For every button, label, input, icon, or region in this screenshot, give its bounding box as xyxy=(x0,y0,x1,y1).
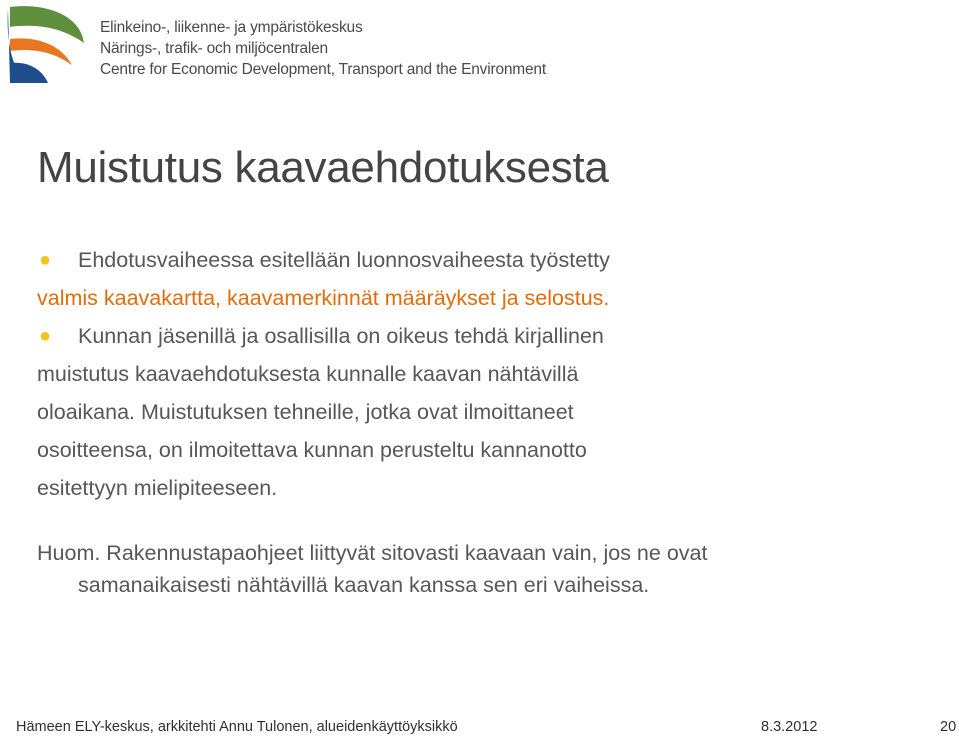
footer-author: Hämeen ELY-keskus, arkkitehti Annu Tulonen, alueidenkäyttöyksikkö xyxy=(16,719,458,735)
slide-title: Muistutus kaavaehdotuksesta xyxy=(37,143,609,192)
note-text-line: Huom. Rakennustapaohjeet liittyvät sitovasti kaavaan vain, jos ne ovat xyxy=(37,541,708,565)
bullet-dot-icon: ● xyxy=(39,325,52,347)
bullet-text-line-highlight: valmis kaavakartta, kaavamerkinnät määräykset ja selostus. xyxy=(37,286,610,310)
slide-body xyxy=(37,241,917,601)
bullet-text-line: Kunnan jäsenillä ja osallisilla on oikeus tehdä kirjallinen xyxy=(78,324,604,348)
footer-date: 8.3.2012 xyxy=(761,719,818,735)
bullet-text-line: Ehdotusvaiheessa esitellään luonnosvaiheesta työstetty xyxy=(78,248,610,272)
bullet-item-reminder xyxy=(37,317,917,507)
bullet-text-line: osoitteensa, on ilmoitettava kunnan perusteltu kannanotto xyxy=(37,438,587,462)
ely-logo xyxy=(6,3,88,85)
bullet-text-line: oloaikana. Muistutuksen tehneille, jotka ovat ilmoittaneet xyxy=(37,400,574,424)
footer-page-number: 20 xyxy=(940,719,957,735)
note-paragraph xyxy=(37,537,917,601)
org-name-swedish: Närings-, trafik- och miljöcentralen xyxy=(100,40,328,57)
org-name-english: Centre for Economic Development, Transport and the Environment xyxy=(100,61,546,78)
bullet-text-line: esitettyyn mielipiteeseen. xyxy=(37,476,278,500)
org-name-finnish: Elinkeino-, liikenne- ja ympäristökeskus xyxy=(100,19,363,36)
bullet-item-proposal xyxy=(37,241,917,317)
bullet-text-line: muistutus kaavaehdotuksesta kunnalle kaavan nähtävillä xyxy=(37,362,579,386)
note-text-line: samanaikaisesti nähtävillä kaavan kanssa sen eri vaiheissa. xyxy=(78,573,650,597)
bullet-dot-icon: ● xyxy=(39,249,52,271)
organization-name xyxy=(100,17,546,80)
